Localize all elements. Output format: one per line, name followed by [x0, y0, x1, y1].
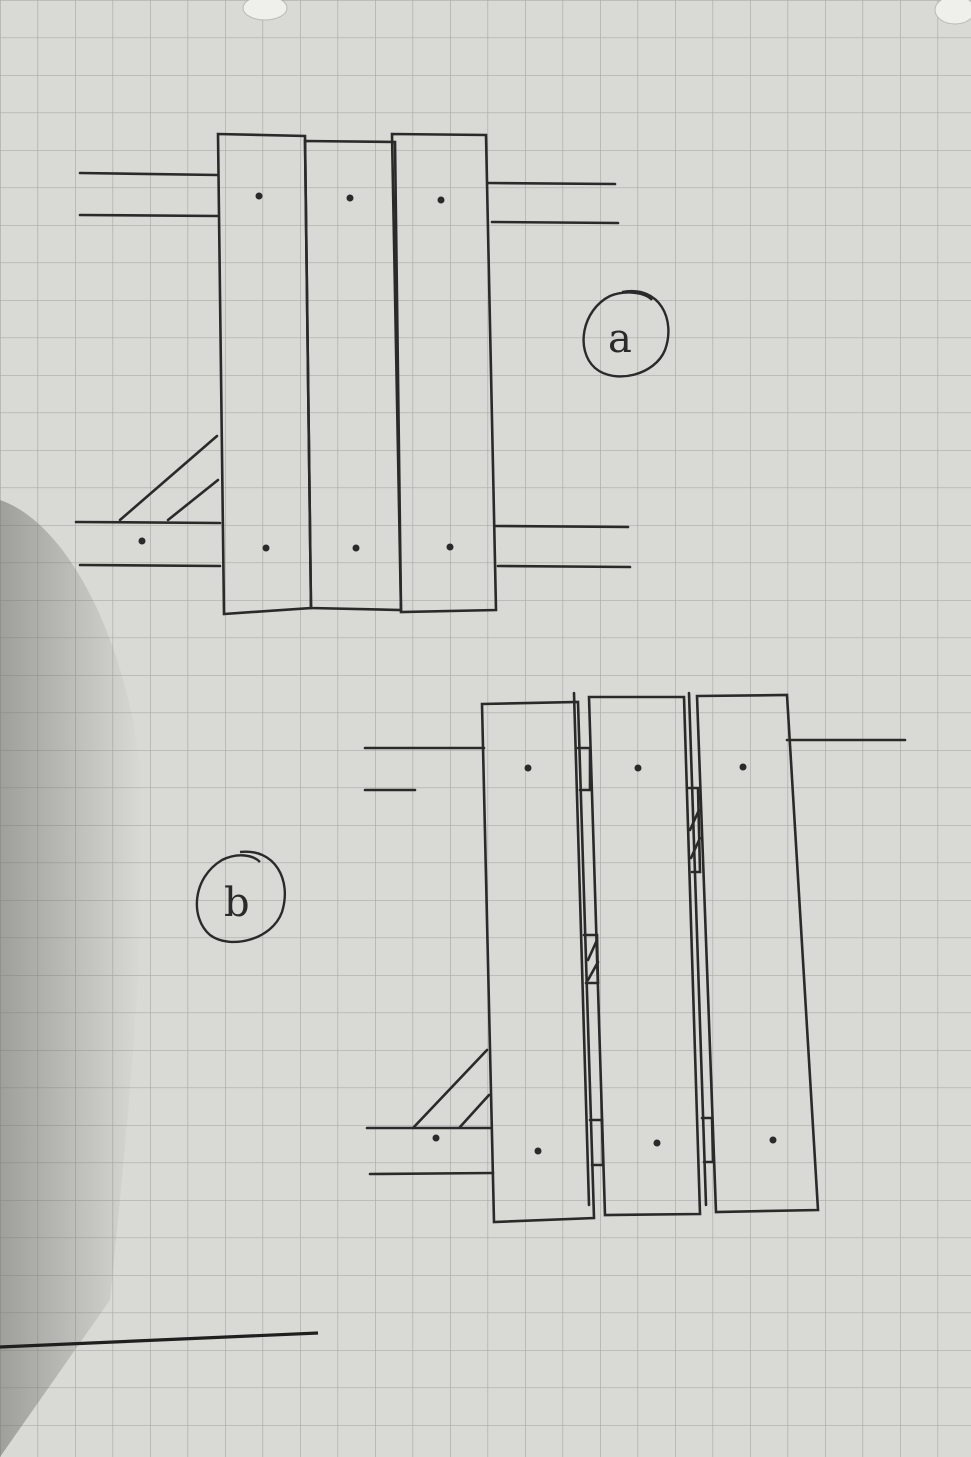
punch-hole [243, 0, 287, 20]
screw-dot [347, 195, 354, 202]
screw-dot [525, 765, 532, 772]
rail-right-top-upper [488, 183, 615, 184]
rail-right-top-lower [492, 222, 618, 223]
screw-dot [139, 538, 146, 545]
screw-dot [654, 1140, 661, 1147]
screw-dot [535, 1148, 542, 1155]
rail-right-bottom-upper [496, 526, 628, 527]
label-b-text: b [224, 880, 250, 926]
screw-dot [256, 193, 263, 200]
screw-dot [438, 197, 445, 204]
screw-dot [263, 545, 270, 552]
screw-dot [740, 764, 747, 771]
screw-dot [635, 765, 642, 772]
rail-left-bottom-lower [80, 565, 220, 566]
rail-right-bottom-lower [498, 566, 630, 567]
screw-dot [433, 1135, 440, 1142]
screw-dot [770, 1137, 777, 1144]
label-a-text: a [608, 316, 632, 362]
rail-left-bottom-upper [76, 522, 220, 523]
screw-dot [353, 545, 360, 552]
rail-left-top-lower [80, 215, 218, 216]
screw-dot [447, 544, 454, 551]
rail-b-bottom-left-lower [370, 1173, 493, 1174]
